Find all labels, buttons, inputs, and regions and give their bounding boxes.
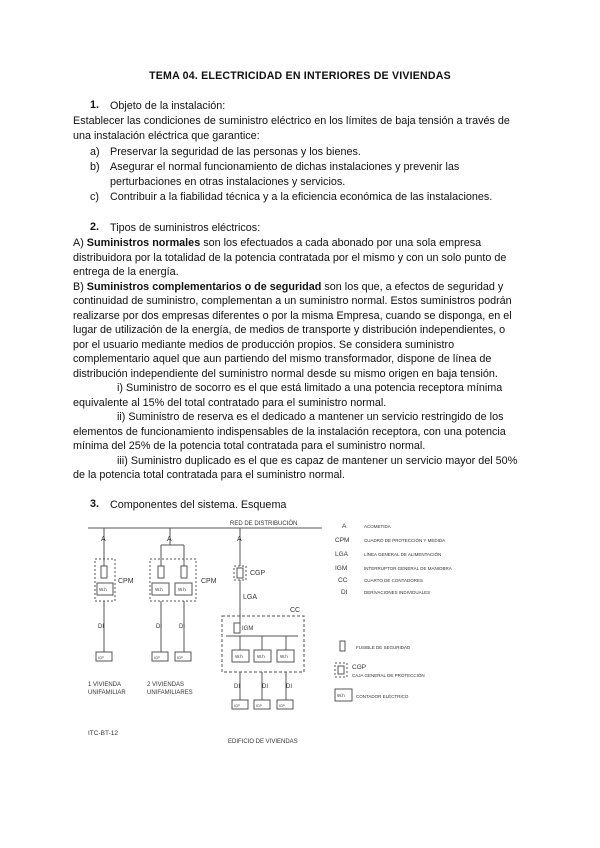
legend-desc: ACOMETIDA — [364, 524, 391, 529]
di-label: DI — [234, 684, 240, 690]
igm-label: IGM — [242, 626, 254, 632]
paragraph-b-rest: son los que, a efectos de seguridad y — [321, 281, 504, 293]
legend-abbr: A — [342, 523, 347, 530]
list-item-text: Contribuir a la fiabilidad técnica y a la eficiencia económica de las instalaciones. — [110, 191, 493, 203]
paragraph-a-prefix: A) — [73, 237, 84, 249]
paragraph-a-rest: son los efectuados a cada abonado por una sola empresa — [200, 237, 482, 249]
list-item-letter: b) — [90, 161, 100, 173]
acometida-label: A — [167, 536, 172, 543]
item-i-line-1: i) Suministro de socorro es el que está limitado a una potencia receptora mínima — [117, 382, 503, 394]
meter-label: W.h — [280, 654, 288, 659]
icp-label: ICP — [279, 704, 285, 708]
meter-label: W.h — [235, 654, 243, 659]
fuse-symbol — [181, 566, 187, 578]
di-label: DI — [286, 684, 292, 690]
cgp-legend-desc: CAJA GENERAL DE PROTECCIÓN — [352, 673, 425, 678]
meter-label: W.h — [178, 587, 186, 592]
icp-label: ICP — [154, 656, 160, 660]
lga-label: LGA — [243, 594, 258, 601]
paragraph-b-line: distribución independiente del suministro normal desde su mismo origen en baja tensión. — [73, 368, 498, 380]
cc-label: CC — [290, 607, 301, 614]
section-3-number: 3. — [90, 498, 100, 510]
meter-legend-label: W.h — [337, 693, 345, 698]
section-1-intro-line-1: Establecer las condiciones de suministro eléctrico en los límites de baja tensión a través de — [73, 115, 510, 127]
acometida-label: A — [101, 536, 106, 543]
caption-viviendas-2: 2 VIVIENDAS — [147, 682, 185, 688]
fusible-legend-label: FUSIBLE DE SEGURIDAD — [356, 645, 411, 650]
item-ii-line-1: ii) Suministro de reserva es el dedicado a mantener un servicio restringido de los — [117, 411, 504, 423]
paragraph-a-line-3: entrega de la energía. — [73, 266, 179, 278]
item-ii-line-3: mínima del 25% de la potencia total contratada para el suministro normal. — [73, 440, 426, 452]
legend-desc: INTERRUPTOR GENERAL DE MANIOBRA — [364, 566, 452, 571]
legend-desc: DERIVACIONES INDIVIDUALES — [364, 590, 431, 595]
legend-abbr: IGM — [335, 565, 348, 572]
meter-label: W.h — [99, 587, 107, 592]
legend-desc: CUADRO DE PROTECCIÓN Y MEDIDA — [364, 538, 446, 543]
cpm-label: CPM — [201, 578, 217, 585]
cpm-label: CPM — [118, 578, 134, 585]
itc-reference: ITC-BT-12 — [88, 730, 118, 737]
list-item-letter: c) — [90, 191, 99, 203]
paragraph-b-line: realizarse por dos empresas diferentes o por la misma Empresa, cuando se disponga, en el — [73, 310, 512, 322]
cgp-legend-abbr: CGP — [352, 664, 367, 671]
paragraph-b-line-1 — [73, 280, 503, 295]
page-title: TEMA 04. ELECTRICIDAD EN INTERIORES DE VIVIENDAS — [149, 70, 451, 82]
electrical-supply-diagram — [0, 510, 600, 760]
section-1-intro-line-2: una instalación eléctrica que garantice: — [73, 130, 260, 142]
list-item-text: Asegurar el normal funcionamiento de dichas instalaciones y prevenir las — [110, 161, 460, 173]
di-label: DI — [262, 684, 268, 690]
meter-label: W.h — [155, 587, 163, 592]
legend-abbr: DI — [341, 589, 348, 596]
item-ii-line-2: elementos de funcionamiento indispensables de la instalación receptora, con una potencia — [73, 426, 506, 438]
section-3-heading: Componentes del sistema. Esquema — [110, 499, 287, 511]
acometida-label: A — [237, 536, 242, 543]
legend-desc: CUARTO DE CONTADORES — [364, 578, 424, 583]
di-label: DI — [98, 624, 104, 630]
section-2-heading: Tipos de suministros eléctricos: — [110, 222, 261, 234]
paragraph-a-line-1 — [73, 236, 481, 251]
contador-legend-label: CONTADOR ELÉCTRICO — [356, 694, 409, 699]
fuse-symbol — [237, 568, 243, 578]
legend-abbr: CPM — [335, 537, 350, 544]
caption-vivienda-1: 1 VIVIENDA — [88, 682, 122, 688]
legend-abbr: CC — [338, 577, 348, 584]
paragraph-b-line: por el usuario mediante medios de producción propios. Se considera suministro — [73, 339, 455, 351]
legend-desc: LÍNEA GENERAL DE ALIMENTACIÓN — [364, 552, 442, 557]
item-iii-line-1: iii) Suministro duplicado es el que es capaz de mantener un servicio mayor del 50% — [117, 455, 518, 467]
list-item-text-continued: perturbaciones en otras instalaciones y servicios. — [110, 176, 346, 188]
paragraph-b-prefix: B) — [73, 281, 84, 293]
red-distribucion-label: RED DE DISTRIBUCIÓN — [230, 521, 298, 527]
di-label: DI — [179, 624, 185, 630]
paragraph-a-bold-term: Suministros normales — [86, 237, 201, 249]
cgp-label: CGP — [250, 570, 266, 577]
icp-label: ICP — [234, 704, 240, 708]
section-2-number: 2. — [90, 221, 100, 233]
list-item-letter: a) — [90, 146, 100, 158]
caption-vivienda-1: UNIFAMILIAR — [88, 690, 126, 696]
caption-viviendas-2: UNIFAMILIARES — [147, 690, 193, 696]
caption-edificio: EDIFICIO DE VIVIENDAS — [228, 739, 298, 745]
icp-label: ICP — [256, 704, 262, 708]
di-label: DI — [156, 624, 162, 630]
icp-label: ICP — [98, 656, 104, 660]
paragraph-b-line: lugar de utilización de la energía, de medios de transporte y distribución independientes, o — [73, 324, 506, 336]
paragraph-a-line-2: distribuidora por la totalidad de la potencia contratada por el mismo y con un solo punto de — [73, 252, 507, 264]
icp-label: ICP — [177, 656, 183, 660]
fuse-symbol — [101, 566, 107, 578]
meter-label: W.h — [257, 654, 265, 659]
fuse-symbol — [158, 566, 164, 578]
paragraph-b-line: continuidad de suministro, complementan a un suministro normal. Estos suministros podrán — [73, 295, 512, 307]
list-item-text: Preservar la seguridad de las personas y los bienes. — [110, 146, 361, 158]
legend-abbr: LGA — [335, 551, 349, 558]
item-i-line-2: equivalente al 15% del total contratado para el suministro normal. — [73, 397, 387, 409]
paragraph-b-bold-term: Suministros complementarios o de seguridad — [86, 281, 322, 293]
section-1-number: 1. — [90, 99, 100, 111]
fuse-legend-icon — [340, 641, 345, 651]
cgp-legend-fuse-icon — [338, 666, 344, 674]
item-iii-line-2: de la potencia total contratada para el suministro normal. — [73, 469, 345, 481]
igm-symbol — [234, 623, 240, 633]
paragraph-b-line: complementario aquel que aun partiendo del mismo transformador, dispone de línea de — [73, 353, 492, 365]
section-1-heading: Objeto de la instalación: — [110, 100, 226, 112]
cgp-legend-icon — [335, 663, 347, 677]
